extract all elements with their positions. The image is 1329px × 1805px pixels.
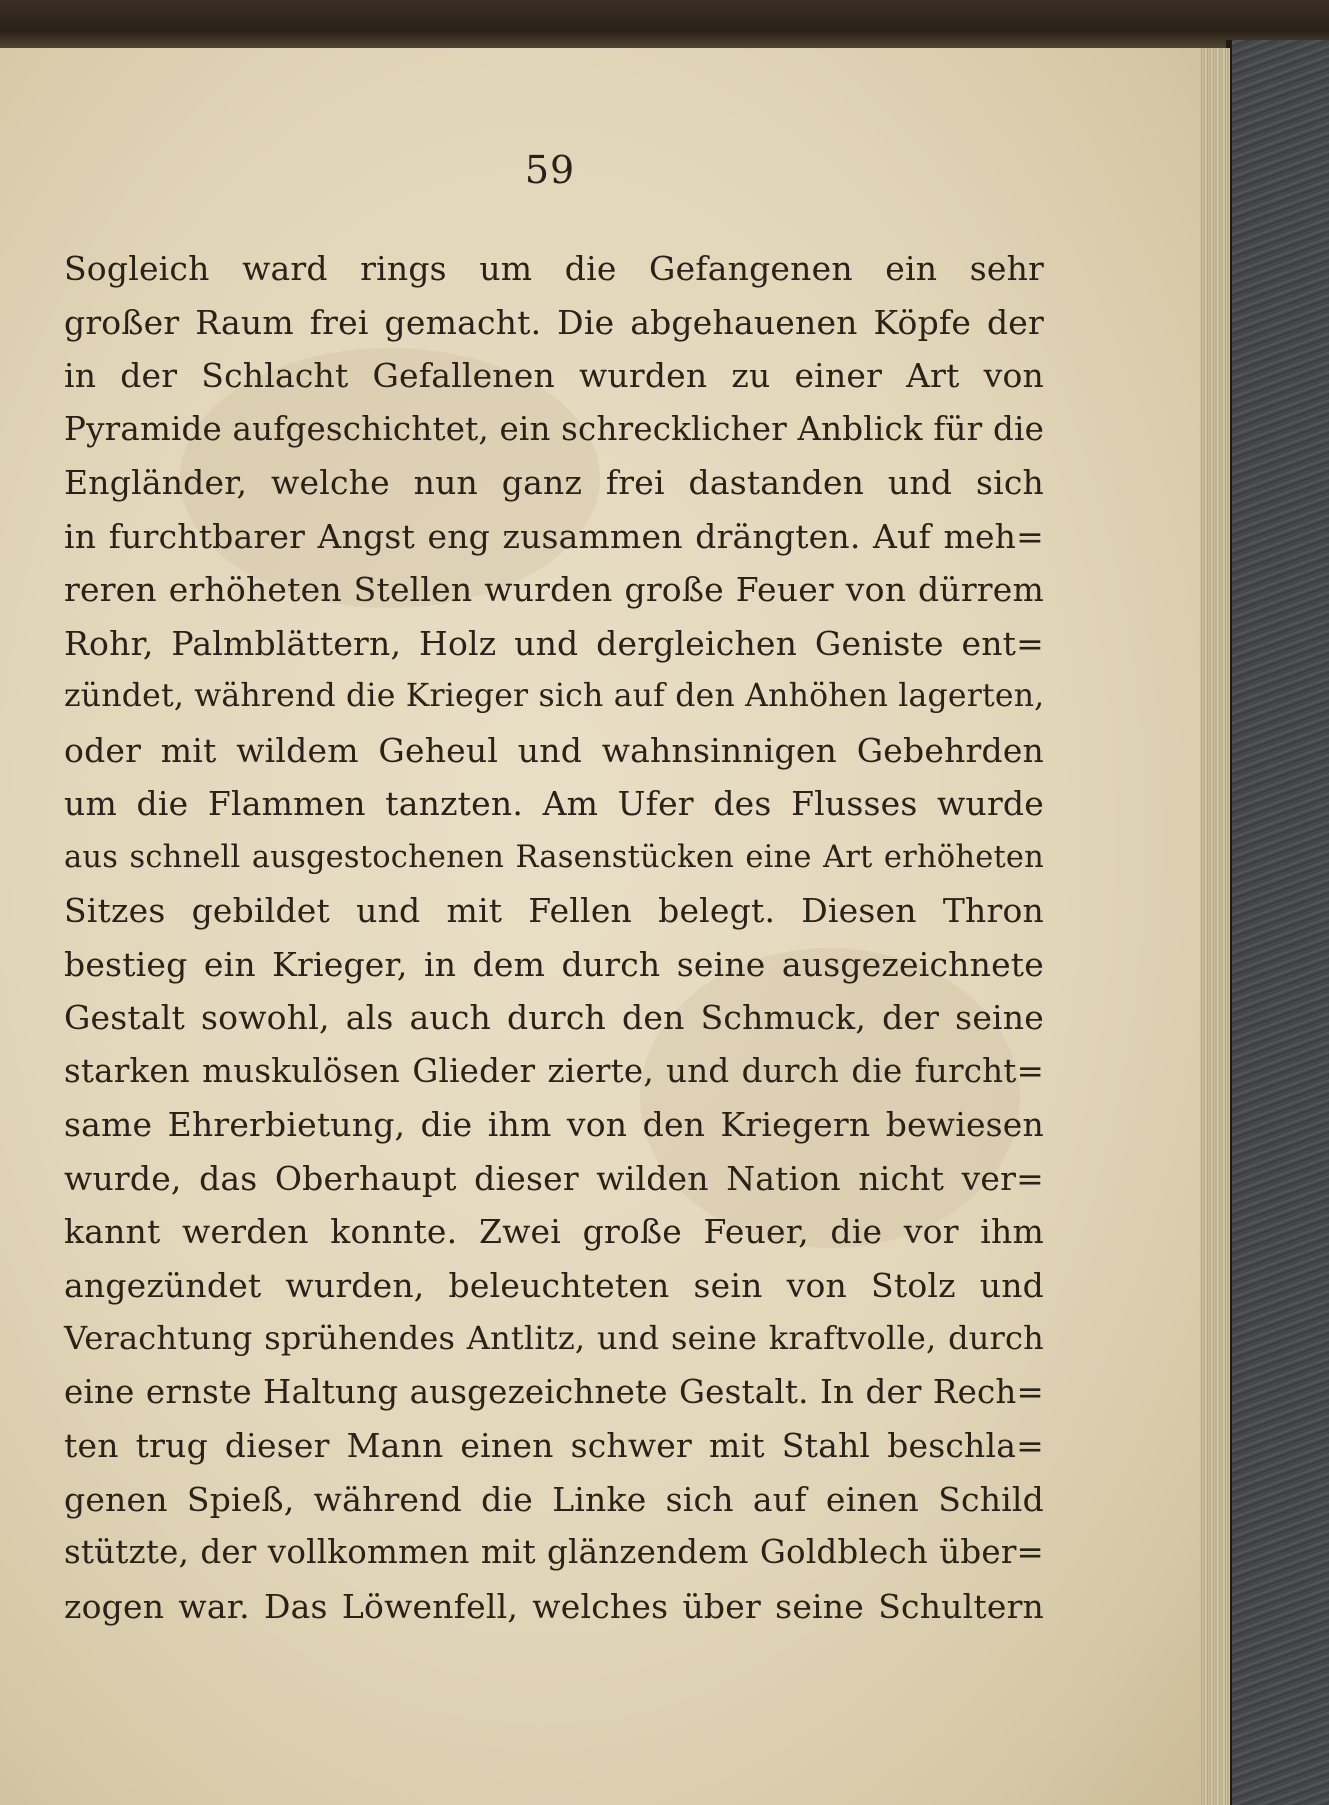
top-board (0, 0, 1329, 52)
text-line: angezündet wurden, beleuchteten sein von Stolz und (64, 1265, 1044, 1305)
text-line: same Ehrerbietung, die ihm von den Kriegern bewiesen (64, 1105, 1044, 1144)
text-line: Sitzes gebildet und mit Fellen belegt. Diesen Thron (64, 891, 1044, 930)
text-line: wurde, das Oberhaupt dieser wilden Nation nicht ver= (64, 1158, 1044, 1198)
text-line: ten trug dieser Mann einen schwer mit Stahl beschla= (64, 1426, 1044, 1465)
text-line: Engländer, welche nun ganz frei dastanden und sich (64, 463, 1044, 502)
text-line: oder mit wildem Geheul und wahnsinnigen Gebehrden (64, 730, 1044, 770)
text-line: stützte, der vollkommen mit glänzendem Goldblech über= (64, 1533, 1044, 1571)
text-line: genen Spieß, während die Linke sich auf einen Schild (64, 1479, 1044, 1519)
text-line: eine ernste Haltung ausgezeichnete Gestalt. In der Rech= (64, 1372, 1044, 1411)
page-number: 59 (524, 148, 576, 192)
text-line: Pyramide aufgeschichtet, ein schrecklicher Anblick für die (64, 409, 1044, 448)
book-page (0, 48, 1200, 1805)
text-line: Verachtung sprühendes Antlitz, und seine kraftvolle, durch (64, 1319, 1044, 1357)
text-line: reren erhöheten Stellen wurden große Feuer von dürrem (64, 570, 1044, 609)
text-line: kannt werden konnte. Zwei große Feuer, die vor ihm (64, 1212, 1044, 1251)
text-line: Sogleich ward rings um die Gefangenen ein sehr (64, 249, 1044, 288)
text-line: in der Schlacht Gefallenen wurden zu einer Art von (64, 356, 1044, 395)
page-edges (1196, 48, 1230, 1805)
text-line: aus schnell ausgestochenen Rasenstücken eine Art erhöheten (64, 839, 1044, 875)
text-line: zogen war. Das Löwenfell, welches über seine Schultern (64, 1586, 1044, 1626)
text-line: zündet, während die Krieger sich auf den Anhöhen lagerten, (64, 678, 1045, 714)
text-line: bestieg ein Krieger, in dem durch seine ausgezeichnete (64, 944, 1044, 984)
book-cover (1232, 40, 1329, 1805)
text-line: um die Flammen tanzten. Am Ufer des Flusses wurde (64, 784, 1044, 823)
text-line: Gestalt sowohl, als auch durch den Schmuck, der seine (64, 998, 1044, 1037)
body-text (64, 242, 1044, 1633)
text-line: in furchtbarer Angst eng zusammen drängten. Auf meh= (64, 516, 1044, 556)
text-line: Rohr, Palmblättern, Holz und dergleichen Geniste ent= (64, 623, 1044, 663)
text-line: großer Raum frei gemacht. Die abgehauenen Köpfe der (64, 302, 1044, 342)
text-line: starken muskulösen Glieder zierte, und durch die furcht= (64, 1051, 1044, 1090)
